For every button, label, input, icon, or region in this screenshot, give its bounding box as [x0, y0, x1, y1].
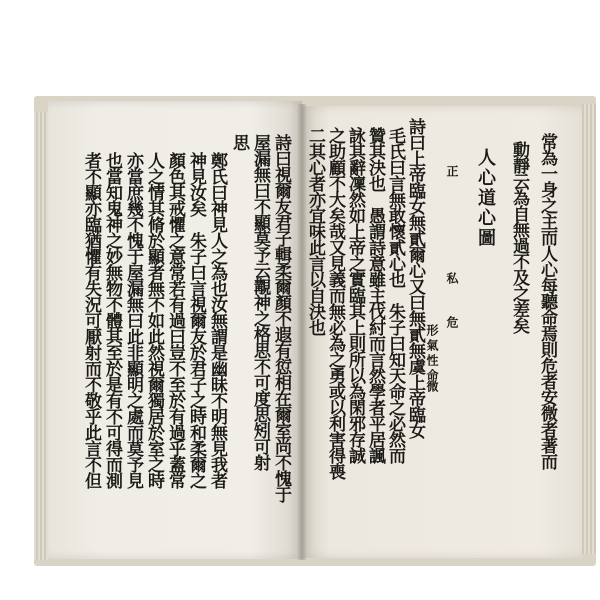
label-wei-subtle: 微: [425, 380, 439, 395]
label-wei-danger: 危: [445, 316, 459, 331]
book-edge-right: [582, 104, 596, 554]
left-col-2: 屋漏無曰不顯莫予云覯神之格思不可度思矧可射: [250, 134, 270, 470]
right-col-9: 詩曰上帝臨女無貳爾心又曰無貳無虞上帝臨女: [405, 118, 425, 438]
left-col-10: 者不顯亦臨猶懼有失況可厭射而不敬乎此言不但: [81, 152, 101, 488]
label-xingqi-xingming: 形氣性命: [425, 324, 439, 384]
right-col-1: 常為一身之主而人心每聽命焉則危者安微者著而: [537, 133, 557, 469]
left-col-8: 亦當庶幾不愧于屋漏無曰此非顯明之處而莫予見: [123, 152, 143, 488]
right-col-13: 之助顧不大矣哉又見義而無必為之勇或以利害得喪: [325, 127, 345, 479]
book-edge-left: [34, 112, 48, 560]
diagram-title: 人心道心圖: [475, 148, 496, 248]
left-col-9: 也當知鬼神之妙無物不體其至於是有不可得而測: [102, 152, 122, 488]
right-col-12: 詠其辭凜然如上帝之實臨其上則所以為閑邪存誠: [345, 127, 365, 463]
right-col-11: 贊其決也 愚謂詩意雖主伐紂而言然學者平居諷: [365, 127, 385, 463]
left-col-5: 神見汝矣 朱子曰言視爾友於君子之時和柔爾之: [186, 152, 206, 488]
right-col-10: 毛氏曰言無敢懷貳心也 朱子曰知天命之必然而: [385, 127, 405, 463]
right-col-14: 二其心者亦宜味此言以自決也: [305, 127, 325, 335]
left-col-7: 人之情其脩於顯者無不如此然視爾獨居於室之時: [144, 152, 164, 488]
left-col-4: 鄭氏曰神見人之為也汝無謂是幽昧不明無見我者: [207, 152, 227, 488]
label-si: 私: [445, 272, 459, 287]
left-col-6: 顏色其戒懼之意常若有過曰豈不至於有過乎蓋常: [165, 152, 185, 488]
left-col-1: 詩曰視爾友君子輯柔爾顏不遐有愆相在爾室尚不愧于: [271, 134, 291, 502]
label-zheng: 正: [445, 165, 459, 180]
right-col-2: 動靜云為自無過不及之差矣: [509, 141, 529, 333]
left-col-3: 思: [229, 134, 249, 150]
